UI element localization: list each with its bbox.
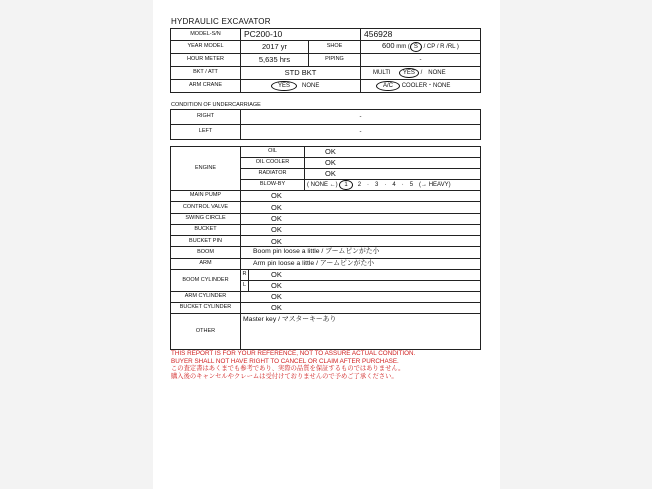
multi-cell — [361, 67, 481, 80]
left-value: - — [241, 125, 481, 140]
bucket-pin-label: BUCKET PIN — [171, 236, 241, 247]
multi-label: MULTI — [373, 70, 391, 76]
shoe-type-selected: S — [410, 42, 422, 52]
shoe-unit: mm — [396, 44, 407, 50]
boom-cylinder-l-value: OK — [249, 281, 481, 292]
arm-label: ARM — [171, 258, 241, 269]
bkt-value: STD BKT — [241, 67, 361, 80]
blowby-scale — [305, 180, 481, 191]
bucket-cylinder-value: OK — [241, 303, 481, 314]
boom-cylinder-r-value: OK — [249, 270, 481, 281]
model-value: PC200-10 — [241, 29, 361, 41]
swing-circle-label: SWING CIRCLE — [171, 213, 241, 224]
hour-value: 5,635 hrs — [241, 54, 309, 67]
crane-rest: NONE — [302, 83, 320, 89]
blowby-prefix: ( NONE ←) — [307, 182, 338, 188]
disclaimer — [171, 350, 491, 381]
ac-selected: A/C — [376, 81, 400, 91]
disclaimer-line-2: BUYER SHALL NOT HAVE RIGHT TO CANCEL OR CLAIM AFTER PURCHASE. — [171, 357, 399, 365]
other-value: Master key / マスターキーあり — [241, 314, 481, 350]
year-value: 2017 yr — [241, 41, 309, 54]
boom-cylinder-r-label: R — [241, 270, 249, 281]
arm-value: Arm pin loose a little / アームピンがた小 — [241, 258, 481, 269]
swing-circle-value: OK — [241, 213, 481, 224]
oil-label: OIL — [241, 147, 305, 158]
control-valve-label: CONTROL VALVE — [171, 202, 241, 213]
arm-cylinder-label: ARM CYLINDER — [171, 292, 241, 303]
multi-selected: YES — [399, 68, 419, 78]
piping-label: PIPING — [309, 54, 361, 67]
spec-table — [170, 28, 481, 93]
oil-value: OK — [305, 147, 481, 158]
cooler-rest: COOLER・NONE — [401, 83, 451, 89]
blowby-selected: 1 — [339, 180, 352, 190]
bucket-value: OK — [241, 224, 481, 235]
bucket-pin-value: OK — [241, 236, 481, 247]
shoe-type-rest: / CP / R /RL ) — [423, 44, 459, 50]
crane-cell — [241, 80, 361, 93]
year-label: YEAR MODEL — [171, 41, 241, 54]
bkt-label: BKT / ATT — [171, 67, 241, 80]
main-pump-value: OK — [241, 191, 481, 202]
model-label: MODEL-S/N — [171, 29, 241, 41]
right-value: - — [241, 110, 481, 125]
undercarriage-table — [170, 109, 481, 140]
boom-cylinder-l-label: L — [241, 281, 249, 292]
oil-cooler-value: OK — [305, 158, 481, 169]
boom-cylinder-label: BOOM CYLINDER — [171, 270, 241, 292]
boom-label: BOOM — [171, 247, 241, 258]
report-title: HYDRAULIC EXCAVATOR — [171, 17, 271, 26]
ac-cell — [361, 80, 481, 93]
shoe-label: SHOE — [309, 41, 361, 54]
control-valve-value: OK — [241, 202, 481, 213]
multi-rest: / NONE — [420, 70, 446, 76]
blowby-rest: 2 · 3 · 4 · 5 (→ HEAVY) — [357, 182, 451, 188]
right-label: RIGHT — [171, 110, 241, 125]
crane-label: ARM CRANE — [171, 80, 241, 93]
undercarriage-heading: CONDITION OF UNDERCARRIAGE — [171, 102, 261, 108]
disclaimer-line-1: THIS REPORT IS FOR YOUR REFERENCE, NOT TO ASSURE ACTUAL CONDITION. — [171, 350, 416, 357]
bucket-cylinder-label: BUCKET CYLINDER — [171, 303, 241, 314]
shoe-value: 600 — [382, 41, 395, 50]
oil-cooler-label: OIL COOLER — [241, 158, 305, 169]
bucket-label: BUCKET — [171, 224, 241, 235]
serial-value: 456928 — [361, 29, 481, 41]
boom-value: Boom pin loose a little / ブームピンがた小 — [241, 247, 481, 258]
report-sheet — [153, 0, 500, 489]
radiator-label: RADIATOR — [241, 169, 305, 180]
disclaimer-line-4: 購入後のキャンセルやクレームは受付けておりませんので予めご了承ください。 — [171, 373, 398, 381]
left-label: LEFT — [171, 125, 241, 140]
disclaimer-line-3: この査定書はあくまでも参考であり、実際の品質を保証するものではありません。 — [171, 365, 405, 373]
crane-selected: YES — [271, 81, 297, 91]
engine-label: ENGINE — [171, 147, 241, 191]
shoe-cell: 600 mm ( S / CP / R /RL ) — [361, 41, 481, 54]
main-pump-label: MAIN PUMP — [171, 191, 241, 202]
components-table — [170, 146, 481, 350]
hour-label: HOUR METER — [171, 54, 241, 67]
piping-value: - — [361, 54, 481, 67]
radiator-value: OK — [305, 169, 481, 180]
other-label: OTHER — [171, 314, 241, 350]
blowby-label: BLOW-BY — [241, 180, 305, 191]
arm-cylinder-value: OK — [241, 292, 481, 303]
